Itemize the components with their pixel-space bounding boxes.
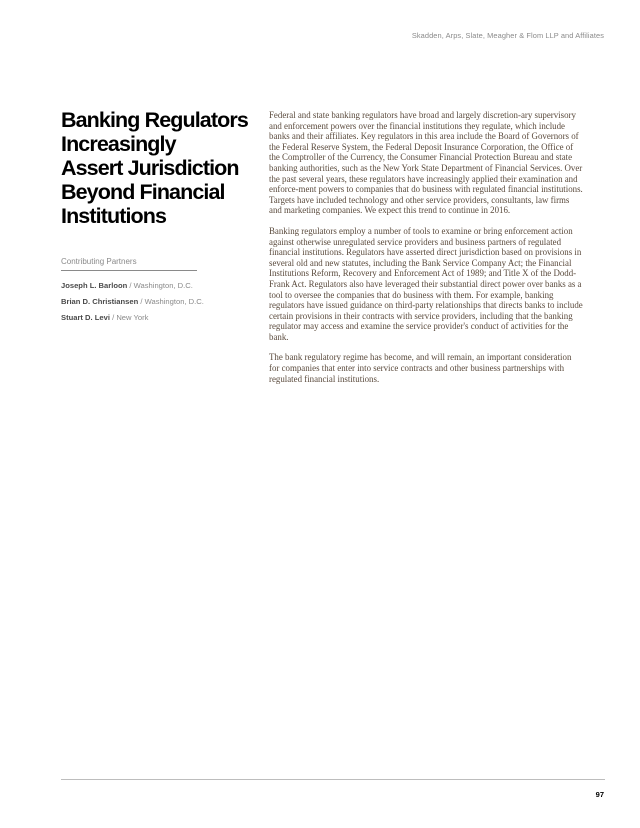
title-line: Assert Jurisdiction xyxy=(61,156,239,180)
partner-location: Washington, D.C. xyxy=(144,297,204,306)
page-number: 97 xyxy=(595,790,604,799)
body-paragraph: Federal and state banking regulators have broad and largely discretion-ary supervisory and enforcement powers over the financial institutions they regulate, which include banks and their affiliates. Key regulators in this area include the Board of Governors of the Federal Reserve System, the Federal Deposit Insurance Corporation, the Office of the Comptroller of the Currency, the Consumer Financial Protection Bureau and state banking authorities, such as the New York State Department of Financial Services. Over the past several years, these regulators have increasingly applied their examination and enforce-ment powers to companies that do business with regulated financial institutions. Targets have included technology and other service providers, consultants, law firms and marketing companies. We expect this trend to continue in 2016. xyxy=(269,110,583,216)
footer-divider xyxy=(61,779,605,780)
title-line: Beyond Financial xyxy=(61,180,225,204)
article-body xyxy=(269,110,583,394)
article-title xyxy=(61,108,261,228)
partner-entry xyxy=(61,310,261,326)
header-firm-name: Skadden, Arps, Slate, Meagher & Flom LLP and Affiliates xyxy=(411,31,604,40)
partner-location: New York xyxy=(116,313,149,322)
partner-separator: / xyxy=(129,281,132,290)
partner-name: Joseph L. Barloon xyxy=(61,281,128,290)
contributors-divider xyxy=(61,270,197,271)
body-paragraph: The bank regulatory regime has become, and will remain, an important consideration for companies that enter into service contracts and other business partnerships with regulated financial institutions. xyxy=(269,352,572,384)
partner-name: Brian D. Christiansen xyxy=(61,297,139,306)
partner-name: Stuart D. Levi xyxy=(61,313,110,322)
partner-location: Washington, D.C. xyxy=(133,281,193,290)
partner-list xyxy=(61,278,261,326)
body-paragraph: Banking regulators employ a number of tools to examine or bring enforcement action against otherwise unregulated service providers and business partners of regulated financial institutions. Regulators have asserted direct jurisdiction based on provisions in several old and new statutes, including the Bank Service Company Act; the Financial Institutions Reform, Recovery and Enforcement Act of 1989; and Title X of the Dodd-Frank Act. Regulators also have leveraged their substantial direct power over banks as a tool to oversee the companies that do business with them. For example, banking regulators have issued guidance on third-party relationships that directs banks to include certain provisions in their contracts with service providers, including that the banking regulator may access and examine the service provider's conduct of activities for the bank. xyxy=(269,225,583,342)
title-line: Institutions xyxy=(61,204,167,228)
partner-separator: / xyxy=(140,297,143,306)
contributing-partners-label: Contributing Partners xyxy=(61,257,137,266)
title-line: Increasingly xyxy=(61,132,176,156)
title-line: Banking Regulators xyxy=(61,108,248,132)
partner-separator: / xyxy=(112,313,115,322)
partner-entry xyxy=(61,278,261,294)
partner-entry xyxy=(61,294,261,310)
